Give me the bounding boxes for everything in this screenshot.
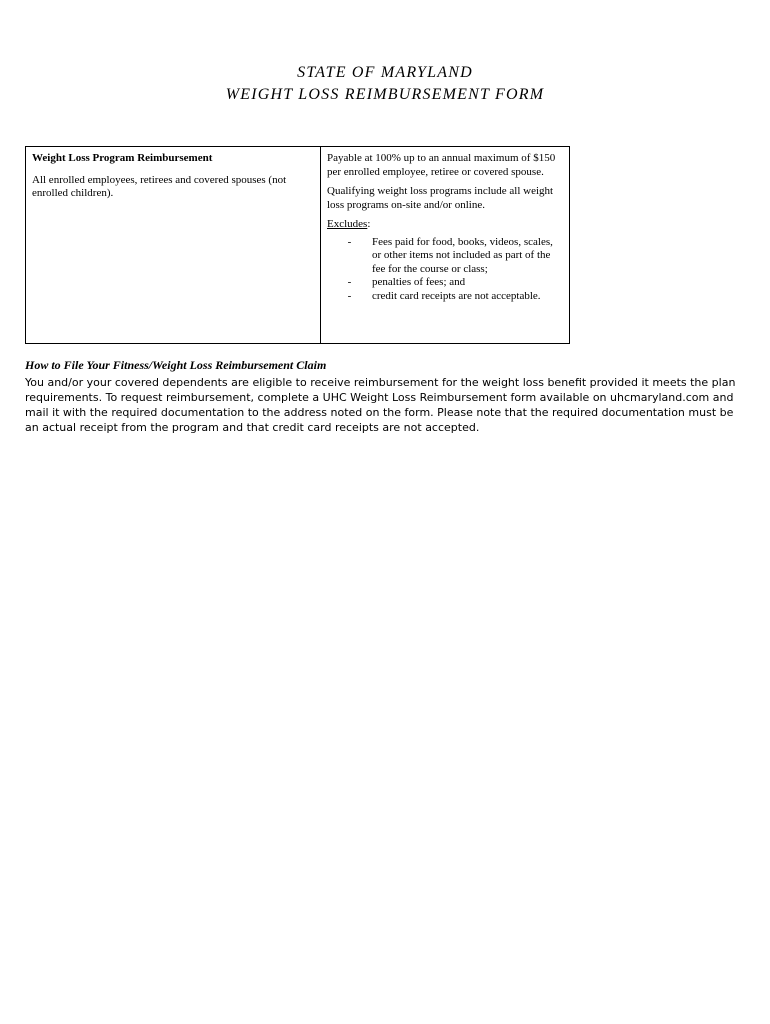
how-to-file-body: You and/or your covered dependents are eligible to receive reimbursement for the weight loss benefit provided it meets the plan requirements. To request reimbursement, complete a UHC Weight Loss Reimbursement form available on uhcmaryland.com and mail it with the required documentation to the address noted on the form. Please note that the required documentation must be an actual receipt from the program and that credit card receipts are not accepted.	[25, 376, 736, 434]
list-dash: -	[347, 276, 352, 288]
payable-text: Payable at 100% up to an annual maximum of $150 per enrolled employee, retiree or covered spouse.	[327, 152, 556, 178]
benefit-table-row	[26, 147, 570, 344]
list-dash: -	[347, 289, 352, 302]
qualifying-text: Qualifying weight loss programs include all weight loss programs on-site and/or online.	[327, 185, 554, 211]
excludes-item-text: Fees paid for food, books, videos, scales, or other items not included as part of the fee for the course or class;	[372, 235, 553, 275]
how-to-file-heading: How to File Your Fitness/Weight Loss Reimbursement Claim	[25, 358, 327, 372]
excludes-item	[327, 236, 563, 277]
excludes-list	[327, 236, 563, 304]
form-title-line-2: WEIGHT LOSS REIMBURSEMENT FORM	[225, 86, 545, 103]
eligibility-text: All enrolled employees, retirees and covered spouses (not enrolled children).	[32, 173, 287, 199]
excludes-colon: :	[367, 218, 371, 230]
excludes-item	[327, 290, 563, 304]
excludes-heading	[327, 218, 563, 232]
excludes-item-text: penalties of fees; and	[372, 276, 466, 288]
excludes-item	[327, 276, 563, 290]
benefit-description-cell	[26, 147, 321, 344]
benefit-heading: Weight Loss Program Reimbursement	[32, 152, 213, 164]
excludes-item-text: credit card receipts are not acceptable.	[372, 289, 541, 302]
excludes-label: Excludes	[327, 218, 368, 230]
benefit-table	[25, 146, 570, 344]
form-title-line-1: STATE OF MARYLAND	[297, 64, 473, 81]
list-dash: -	[347, 235, 352, 248]
benefit-details-cell	[321, 147, 570, 344]
